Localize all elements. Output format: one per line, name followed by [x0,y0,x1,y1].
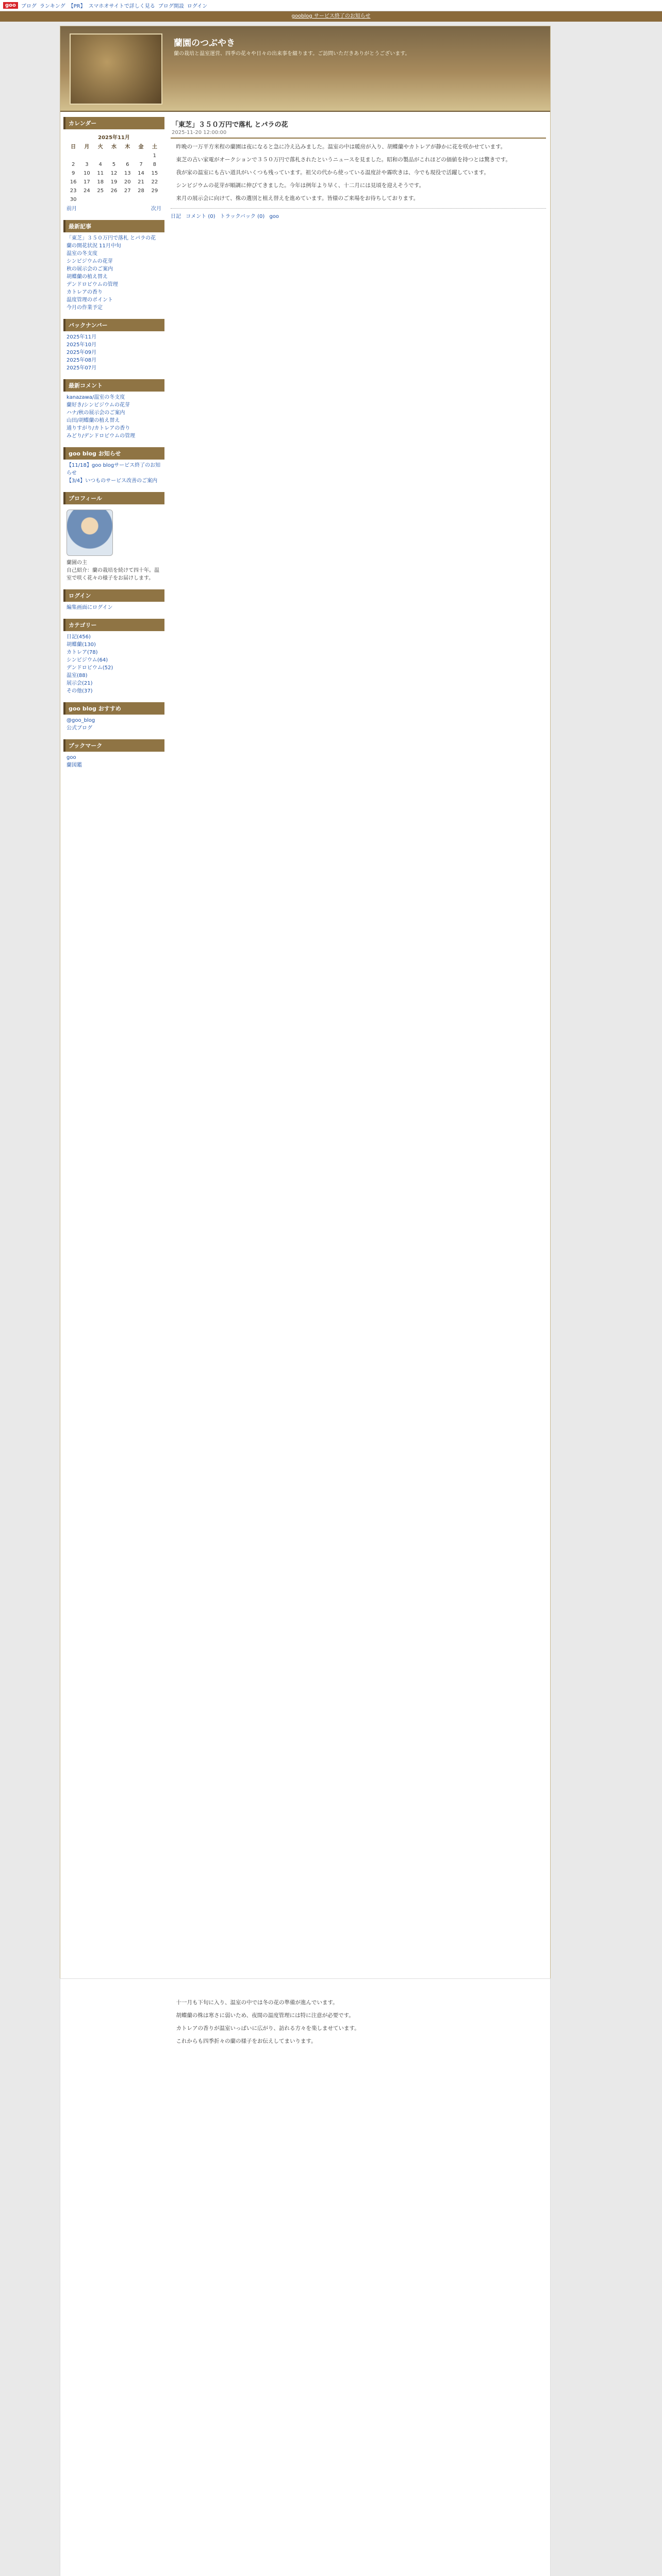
recommend-title: goo blog おすすめ [63,702,164,715]
category-link[interactable]: カトレア(78) [67,650,98,655]
recent-entry-link[interactable]: 温室の冬支度 [67,251,97,257]
calendar-week [67,187,161,195]
blog-header [60,26,550,112]
calendar-day [121,151,134,160]
calendar-widget [63,117,164,215]
topbar-link-smartphone[interactable]: スマホオサイトで詳しく見る [88,4,155,9]
archive-month-link[interactable]: 2025年10月 [67,342,97,348]
bookmark-list [63,752,164,771]
calendar-week [67,178,161,187]
calendar-day[interactable]: 8 [153,162,157,167]
calendar-day[interactable]: 24 [84,188,90,194]
calendar-day [121,195,134,204]
calendar-day[interactable]: 15 [151,171,158,176]
calendar-day[interactable]: 14 [138,171,144,176]
main-content [171,117,546,219]
calendar-day[interactable]: 6 [126,162,129,167]
topbar-link-ranking[interactable]: ランキング [39,4,65,9]
entry-trackback-link[interactable]: トラックバック (0) [220,214,265,219]
archive-month-link[interactable]: 2025年11月 [67,334,97,340]
calendar-day[interactable]: 11 [97,171,104,176]
weekday-thu: 木 [125,144,130,150]
profile-text: 自己紹介：蘭の栽培を続けて四十年。温室で咲く花々の様子をお届けします。 [67,568,159,581]
recommend-link[interactable]: 公式ブログ [67,725,92,731]
weekday-wed: 水 [111,144,117,150]
entry-title[interactable]: 「東芝」３５０万円で落札 とパラの花 [172,121,288,129]
bookmark-link[interactable]: goo [67,755,76,760]
entry-paragraph: 昨晩の一万平方米程の蘭園は夜になると急に冷え込みました。温室の中は暖房が入り、胡蝶蘭やカトレアが静かに花を咲かせています。 [176,144,506,150]
calendar-table [67,133,161,204]
calendar-day [94,195,107,204]
login-link[interactable]: 編集画面にログイン [67,605,113,611]
continued-paragraph: 胡蝶蘭の株は寒さに弱いため、夜間の温度管理には特に注意が必要です。 [176,2012,354,2019]
calendar-day[interactable]: 28 [138,188,144,194]
calendar-day[interactable]: 27 [124,188,131,194]
entry-goo-link[interactable]: goo [269,214,279,219]
entry-header [171,117,546,139]
recent-comment-link[interactable]: みどり/デンドロビウムの管理 [67,433,136,439]
recent-comment-link[interactable]: 山田/胡蝶蘭の植え替え [67,418,120,423]
category-link[interactable]: 温室(88) [67,673,88,679]
entry-paragraph: 我が家の温室にも古い道具がいくつも残っています。祖父の代から使っている温度計や霧吹きは、今でも現役で活躍しています。 [176,170,489,176]
calendar-day[interactable]: 17 [84,179,90,185]
recent-entry-link[interactable]: 秋の展示会のご案内 [67,266,113,272]
calendar-week [67,169,161,178]
entry-date: 2025-11-20 12:00:00 [172,130,227,135]
calendar-day[interactable]: 10 [84,171,90,176]
calendar-day[interactable]: 16 [70,179,77,185]
recent-entry-link[interactable]: 今月の作業予定 [67,305,103,311]
calendar-day[interactable]: 9 [71,171,75,176]
calendar-next-link[interactable]: 次月 [151,206,161,212]
comments-list [63,392,164,442]
calendar-day[interactable]: 23 [70,188,77,194]
weekday-mon: 月 [84,144,90,150]
topbar-link-login[interactable]: ログイン [187,4,208,9]
calendar-day[interactable]: 18 [97,179,104,185]
category-link[interactable]: 展示会(21) [67,681,93,686]
calendar-week [67,195,161,204]
bookmark-title: ブックマーク [63,739,164,752]
calendar-month: 2025年11月 [98,135,130,141]
archive-widget [63,319,164,374]
calendar-day [107,195,121,204]
entry-category-link[interactable]: 日記 [171,214,181,219]
archive-title: バックナンバー [63,319,164,331]
categories-title: カテゴリー [63,619,164,631]
calendar-day[interactable]: 25 [97,188,104,194]
category-link[interactable]: シンビジウム(64) [67,657,108,663]
calendar-day[interactable]: 29 [151,188,158,194]
calendar-day [134,151,147,160]
continued-entry-body [171,1994,546,2050]
blog-description: 蘭の栽培と温室運営、四季の花々や日々の出来事を綴ります。ご訪問いただきありがとうございます。 [174,51,410,57]
calendar-week [67,151,161,160]
calendar-day[interactable]: 12 [110,171,118,176]
recent-comment-link[interactable]: ハナ/秋の展示会のご案内 [67,410,125,416]
bookmark-widget [63,739,164,771]
notices-title: goo blog お知らせ [63,447,164,460]
categories-widget [63,619,164,697]
recent-entry-link[interactable]: 蘭の開花状況 11月中旬 [67,243,121,249]
weekday-sat: 土 [152,144,157,150]
calendar-day[interactable]: 7 [139,162,143,167]
weekday-fri: 金 [138,144,144,150]
entry-comments-link[interactable]: コメント (0) [186,214,216,219]
calendar-day [80,151,93,160]
recommend-widget [63,702,164,734]
calendar-week [67,160,161,169]
calendar-day[interactable]: 26 [110,188,118,194]
calendar-day[interactable]: 4 [98,162,102,167]
calendar-day[interactable]: 22 [151,179,158,185]
profile-avatar [67,510,113,556]
recent-comment-link[interactable]: 蘭好き/シンビジウムの花芽 [67,402,130,408]
entry-body [171,143,546,203]
bookmark-link[interactable]: 蘭図鑑 [67,762,82,768]
calendar-prev-link[interactable]: 前月 [67,206,77,212]
service-notice-banner[interactable] [0,11,662,22]
weekday-sun: 日 [71,144,76,150]
calendar-day[interactable]: 19 [110,179,118,185]
service-notice-text[interactable]: gooblog サービス終了のお知らせ [291,13,371,19]
continued-paragraph: カトレアの香りが温室いっぱいに広がり、訪れる方々を楽しませています。 [176,2025,360,2031]
topbar-link-blog[interactable]: ブログ [21,4,37,9]
recent-entries-list [63,232,164,314]
blog-page [60,26,551,1984]
calendar-title: カレンダー [63,117,164,129]
profile-name: 蘭園の主 [67,560,87,566]
archive-month-link[interactable]: 2025年09月 [67,350,97,355]
recent-entry-link[interactable]: 「東芝」３５０万円で落札 とパラの花 [67,235,156,241]
calendar-day[interactable]: 13 [124,171,131,176]
goo-logo[interactable]: goo [3,2,18,9]
recent-entry-link[interactable]: デンドロビウムの管理 [67,282,118,287]
recent-entries-title: 最新記事 [63,220,164,232]
continued-page [60,1978,551,2576]
weekday-tue: 火 [97,144,103,150]
calendar-day[interactable]: 1 [153,153,157,159]
calendar-day [148,195,161,204]
archive-month-link[interactable]: 2025年08月 [67,358,97,363]
recent-comment-link[interactable]: kanazawa/温室の冬支度 [67,395,125,400]
blog-title[interactable]: 蘭園のつぶやき [174,38,235,48]
login-widget [63,589,164,614]
notice-link[interactable]: 【11/18】goo blogサービス終了のお知らせ [67,463,161,476]
archive-list [63,331,164,374]
recent-entry-link[interactable]: シンビジウムの花芽 [67,259,113,264]
calendar-day [80,195,93,204]
login-title: ログイン [63,589,164,602]
profile-title: プロフィール [63,492,164,504]
recent-entry-link[interactable]: 胡蝶蘭の植え替え [67,274,108,280]
calendar-day[interactable]: 21 [138,179,144,185]
calendar-day [134,195,147,204]
recent-entries-widget [63,220,164,314]
category-link[interactable]: その他(37) [67,688,93,694]
comments-widget [63,379,164,442]
recommend-link[interactable]: @goo_blog [67,718,95,723]
recommend-list [63,715,164,734]
entry-footer [171,208,546,219]
calendar-day [94,151,107,160]
top-navigation-bar [0,0,662,11]
entry-paragraph: 東芝の古い家電がオークションで３５０万円で落札されたというニュースを見ました。昭和の製品がこれほどの価値を持つとは驚きです。 [176,157,511,163]
recent-comment-link[interactable]: 通りすがり/カトレアの香り [67,426,130,431]
calendar-day[interactable]: 30 [70,197,77,202]
calendar-day[interactable]: 5 [112,162,116,167]
categories-list [63,631,164,697]
notices-widget [63,447,164,487]
entry-paragraph: 来月の展示会に向けて、株の選別と植え替えを進めています。皆様のご来場をお待ちしております。 [176,195,419,201]
header-image [70,33,162,105]
continued-paragraph: 十一月も下旬に入り、温室の中では冬の花の準備が進んでいます。 [176,1999,338,2006]
comments-title: 最新コメント [63,379,164,392]
topbar-link-create-blog[interactable]: ブログ開設 [158,4,184,9]
category-link[interactable]: 日記(456) [67,634,91,640]
category-link[interactable]: 胡蝶蘭(130) [67,642,96,648]
calendar-days [67,151,161,204]
category-link[interactable]: デンドロビウム(52) [67,665,113,671]
sidebar [63,117,164,776]
entry-paragraph: シンビジウムの花芽が順調に伸びてきました。今年は例年より早く、十二月には見頃を迎えそうです。 [176,182,425,189]
continued-paragraph: これからも四季折々の蘭の様子をお伝えしてまいります。 [176,2038,317,2044]
profile-widget [63,492,164,584]
notices-list [63,460,164,487]
calendar-day[interactable]: 3 [85,162,89,167]
calendar-day[interactable]: 2 [71,162,75,167]
calendar-day[interactable]: 20 [124,179,131,185]
recent-entry-link[interactable]: カトレアの香り [67,290,103,295]
topbar-link-pr[interactable]: 【PR】 [68,4,86,9]
notice-link[interactable]: 【3/4】いつものサービス改善のご案内 [67,478,158,484]
calendar-day [107,151,121,160]
calendar-day [67,151,80,160]
recent-entry-link[interactable]: 温度管理のポイント [67,297,113,303]
archive-month-link[interactable]: 2025年07月 [67,365,97,371]
